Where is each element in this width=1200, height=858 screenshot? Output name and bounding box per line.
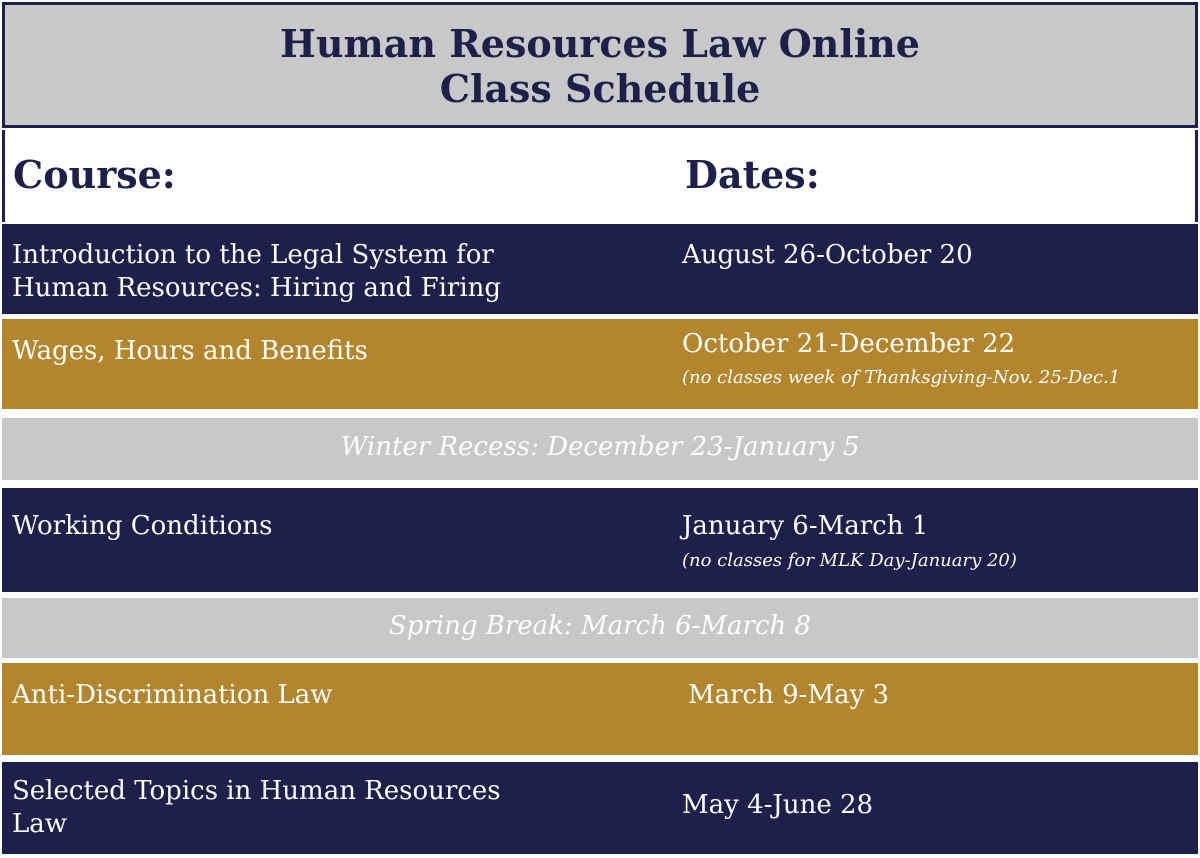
course-dates: August 26-October 20: [682, 240, 973, 270]
winter-recess-text: Winter Recess: December 23-January 5: [340, 432, 860, 462]
course-name: [12, 239, 532, 305]
course-dates: March 9-May 3: [688, 680, 890, 710]
schedule-title-line2: Class Schedule: [439, 66, 761, 111]
schedule-row-selected-topics: [2, 762, 1198, 854]
course-name-line2: Human Resources: Hiring and Firing: [12, 273, 502, 303]
course-name: Working Conditions: [12, 511, 273, 541]
schedule-header: [2, 2, 1198, 128]
schedule-row-working-conditions: [2, 488, 1198, 592]
schedule-row-wages-hours: [2, 319, 1198, 409]
course-note: (no classes week of Thanksgiving-Nov. 25-Dec.1: [682, 367, 1121, 388]
winter-recess-row: [2, 418, 1198, 480]
dates-column-header: Dates:: [685, 152, 820, 197]
course-name-line2: Law: [12, 809, 68, 839]
schedule-row-intro-legal-system: [2, 224, 1198, 314]
course-name: Wages, Hours and Benefits: [12, 336, 368, 366]
spring-break-text: Spring Break: March 6-March 8: [388, 611, 812, 641]
column-headers: [2, 130, 1198, 222]
course-dates: January 6-March 1: [682, 511, 929, 541]
course-name: [12, 775, 532, 841]
course-dates: May 4-June 28: [682, 790, 874, 820]
schedule-title-line1: Human Resources Law Online: [280, 21, 920, 66]
course-name: Anti-Discrimination Law: [12, 680, 333, 710]
course-note: (no classes for MLK Day-January 20): [682, 550, 1017, 571]
spring-break-row: [2, 598, 1198, 658]
course-dates: October 21-December 22: [682, 329, 1016, 359]
schedule-row-anti-discrimination: [2, 663, 1198, 755]
course-name-line1: Selected Topics in Human Resources: [12, 776, 501, 806]
course-column-header: Course:: [13, 152, 176, 197]
course-name-line1: Introduction to the Legal System for: [12, 240, 494, 270]
